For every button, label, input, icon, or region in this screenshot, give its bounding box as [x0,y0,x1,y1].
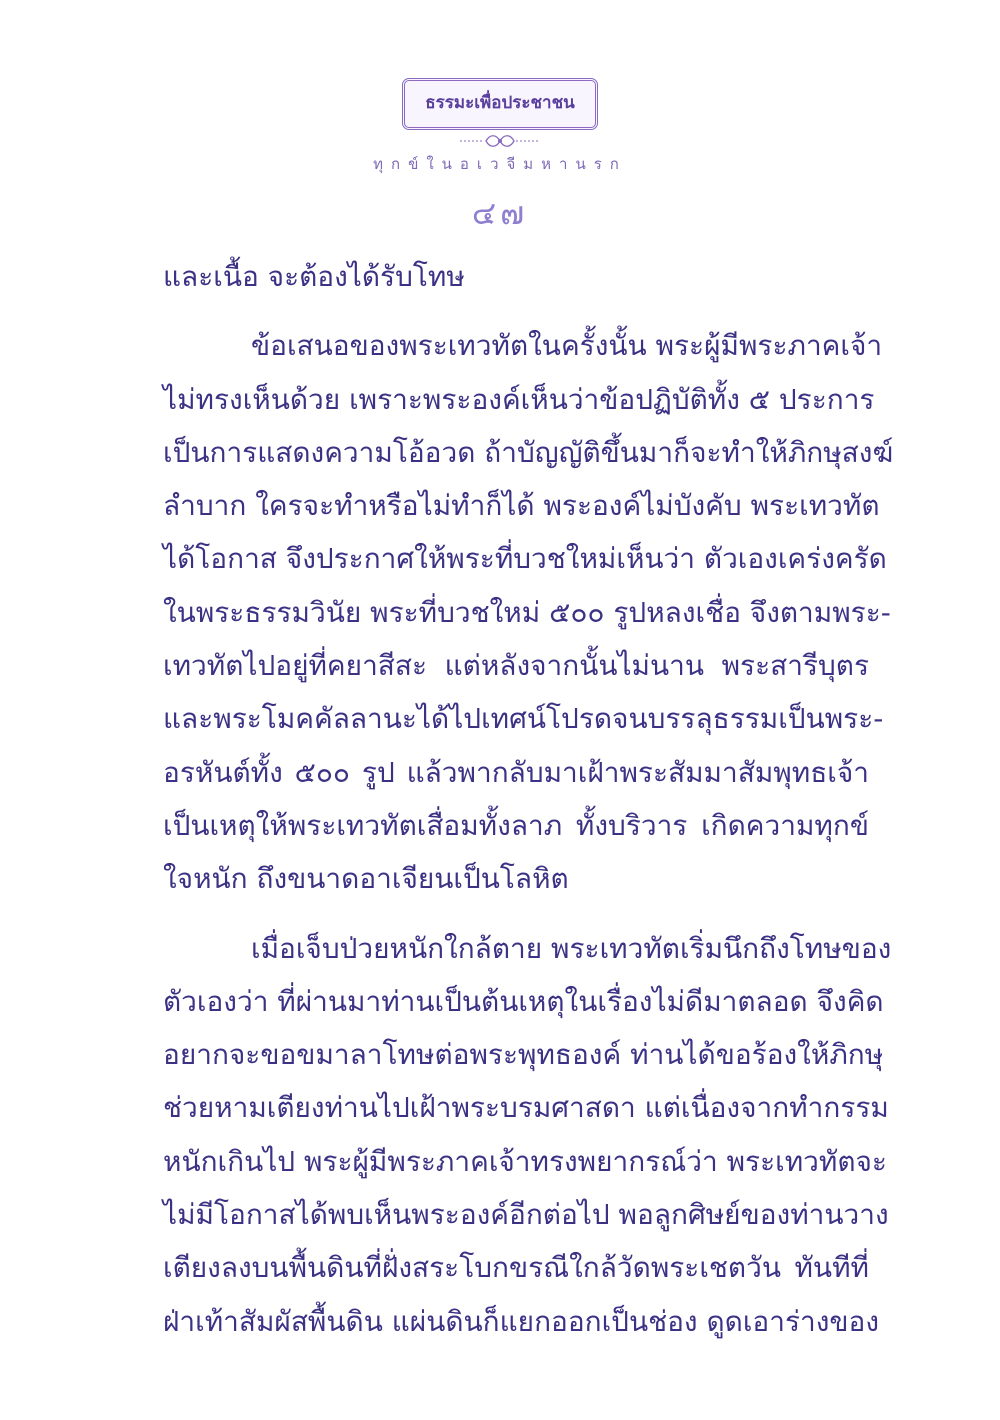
paragraph-3 [163,922,892,1348]
text-line: ฝ่าเท้าสัมผัสพื้นดิน แผ่นดินก็แยกออกเป็นช่อง ดูดเอาร่างของ [163,1304,880,1338]
text-line: ได้โอกาส จึงประกาศให้พระที่บวชใหม่เห็นว่า ตัวเองเคร่งครัด [163,542,887,576]
document-body [163,250,894,1348]
text-line: อยากจะขอขมาลาโทษต่อพระพุทธองค์ ท่านได้ขอร้องให้ภิกษุ [163,1038,884,1072]
text-line: ตัวเองว่า ที่ผ่านมาท่านเป็นต้นเหตุในเรื่องไม่ดีมาตลอด จึงคิด [163,984,884,1018]
text-line: ลำบาก ใครจะทำหรือไม่ทำก็ได้ พระองค์ไม่บังคับ พระเทวทัต [163,489,880,523]
book-logo [402,78,598,130]
text-line: ช่วยหามเตียงท่านไปเฝ้าพระบรมศาสดา แต่เนื่องจากทำกรรม [163,1091,889,1125]
text-line: อรหันต์ทั้ง ๕๐๐ รูป แล้วพากลับมาเฝ้าพระสัมมาสัมพุทธเจ้า [163,755,869,789]
text-line: เมื่อเจ็บป่วยหนักใกล้ตาย พระเทวทัตเริ่มนึกถึงโทษของ [251,931,892,965]
page-number: ๔๗ [471,194,529,232]
text-line: ใจหนัก ถึงขนาดอาเจียนเป็นโลหิต [163,862,569,896]
book-logo-text: ธรรมะเพื่อประชาชน [425,93,575,113]
paragraph-1 [163,250,869,303]
text-line: เทวทัตไปอยู่ที่คยาสีสะ แต่หลังจากนั้นไม่นาน พระสารีบุตร [163,649,869,683]
text-line: และพระโมคคัลลานะได้ไปเทศน์โปรดจนบรรลุธรรมเป็นพระ- [163,702,884,736]
text-line: เตียงลงบนพื้นดินที่ฝั่งสระโบกขรณีใกล้วัดพระเชตวัน ทันทีที่ [163,1251,869,1285]
text-line: ในพระธรรมวินัย พระที่บวชใหม่ ๕๐๐ รูปหลงเชื่อ จึงตามพระ- [163,595,891,629]
text-line: และเนื้อ จะต้องได้รับโทษ [163,260,465,293]
text-line: ข้อเสนอของพระเทวทัตในครั้งนั้น พระผู้มีพระภาคเจ้า [251,329,883,363]
ornament-divider-icon [460,132,540,150]
paragraph-2 [163,319,894,905]
page-header [0,78,1000,239]
text-line: ไม่ทรงเห็นด้วย เพราะพระองค์เห็นว่าข้อปฏิบัติทั้ง ๕ ประการ [163,382,875,416]
chapter-subtitle: ทุกข์ในอเวจีมหานรก [373,155,627,173]
text-line: ไม่มีโอกาสได้พบเห็นพระองค์อีกต่อไป พอลูกศิษย์ของท่านวาง [163,1198,889,1232]
text-line: หนักเกินไป พระผู้มีพระภาคเจ้าทรงพยากรณ์ว่า พระเทวทัตจะ [163,1144,887,1178]
text-line: เป็นเหตุให้พระเทวทัตเสื่อมทั้งลาภ ทั้งบริวาร เกิดความทุกข์ [163,808,869,842]
text-line: เป็นการแสดงความโอ้อวด ถ้าบัญญัติขึ้นมาก็จะทำให้ภิกษุสงฆ์ [163,435,894,469]
